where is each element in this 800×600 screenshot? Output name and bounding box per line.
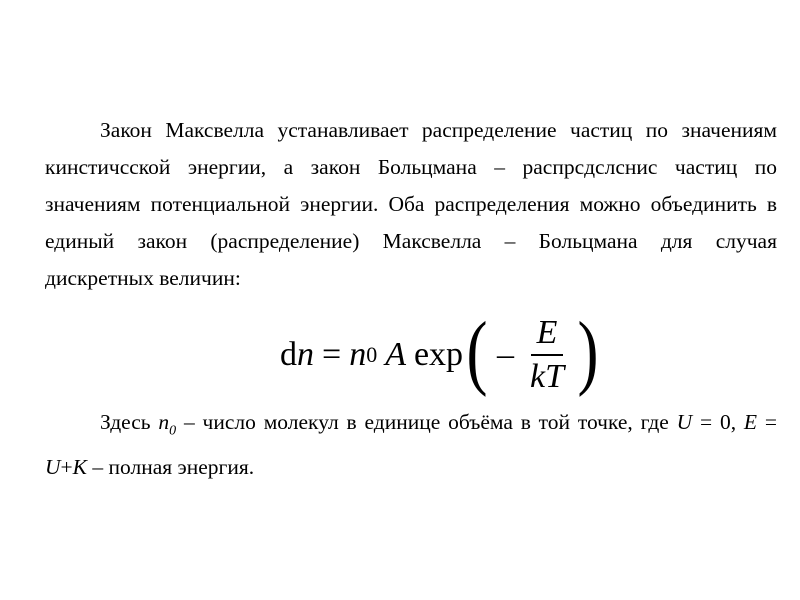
paragraph-definitions [45, 404, 777, 486]
formula-exp: exp [413, 336, 464, 373]
maxwell-boltzmann-formula [280, 305, 602, 400]
text-segment: – полная энергия. [87, 455, 255, 480]
text-segment: = [757, 410, 777, 434]
paragraph-line [45, 404, 777, 449]
paragraph-line: дискретных величин: [45, 266, 241, 290]
paragraph-maxwell-boltzmann-intro [45, 112, 777, 297]
formula-lhs-n: n [297, 336, 314, 373]
paragraph-line: кинстичсской энергии, а закон Больцмана – распрсдслснис частиц по [45, 155, 777, 179]
paragraph-line [45, 449, 777, 486]
text-segment: – число молекул в единице объёма в той точке, где [176, 410, 677, 434]
var-K: K [72, 455, 88, 480]
formula-numerator: E [531, 314, 564, 356]
text-segment: Здесь [100, 410, 159, 434]
var-E: E [743, 410, 758, 434]
formula-A: A [385, 336, 406, 373]
var-U: U [676, 410, 693, 434]
formula-left-paren: ( [466, 305, 488, 398]
paragraph-line: значениям потенциальной энергии. Оба распределения можно объединить в [45, 192, 777, 216]
formula-equals: = [322, 336, 342, 373]
var-n-subscript: 0 [169, 423, 177, 439]
formula-right-paren: ) [577, 305, 599, 398]
formula-n: n [349, 336, 367, 373]
formula-denominator: kT [530, 358, 565, 395]
var-U: U [45, 455, 61, 480]
paragraph-line: единый закон (распределение) Максвелла – Больцмана для случая [45, 229, 777, 253]
formula-minus: – [497, 336, 515, 373]
plus-sign: + [60, 455, 73, 480]
formula-n-subscript: 0 [366, 342, 378, 367]
formula-fraction [524, 314, 570, 396]
var-n0 [158, 410, 177, 439]
formula-d: d [280, 336, 297, 373]
text-segment: = 0, [692, 410, 744, 434]
paragraph-line: Закон Максвелла устанавливает распределение частиц по значениям [100, 118, 777, 142]
var-n: n [158, 410, 170, 434]
